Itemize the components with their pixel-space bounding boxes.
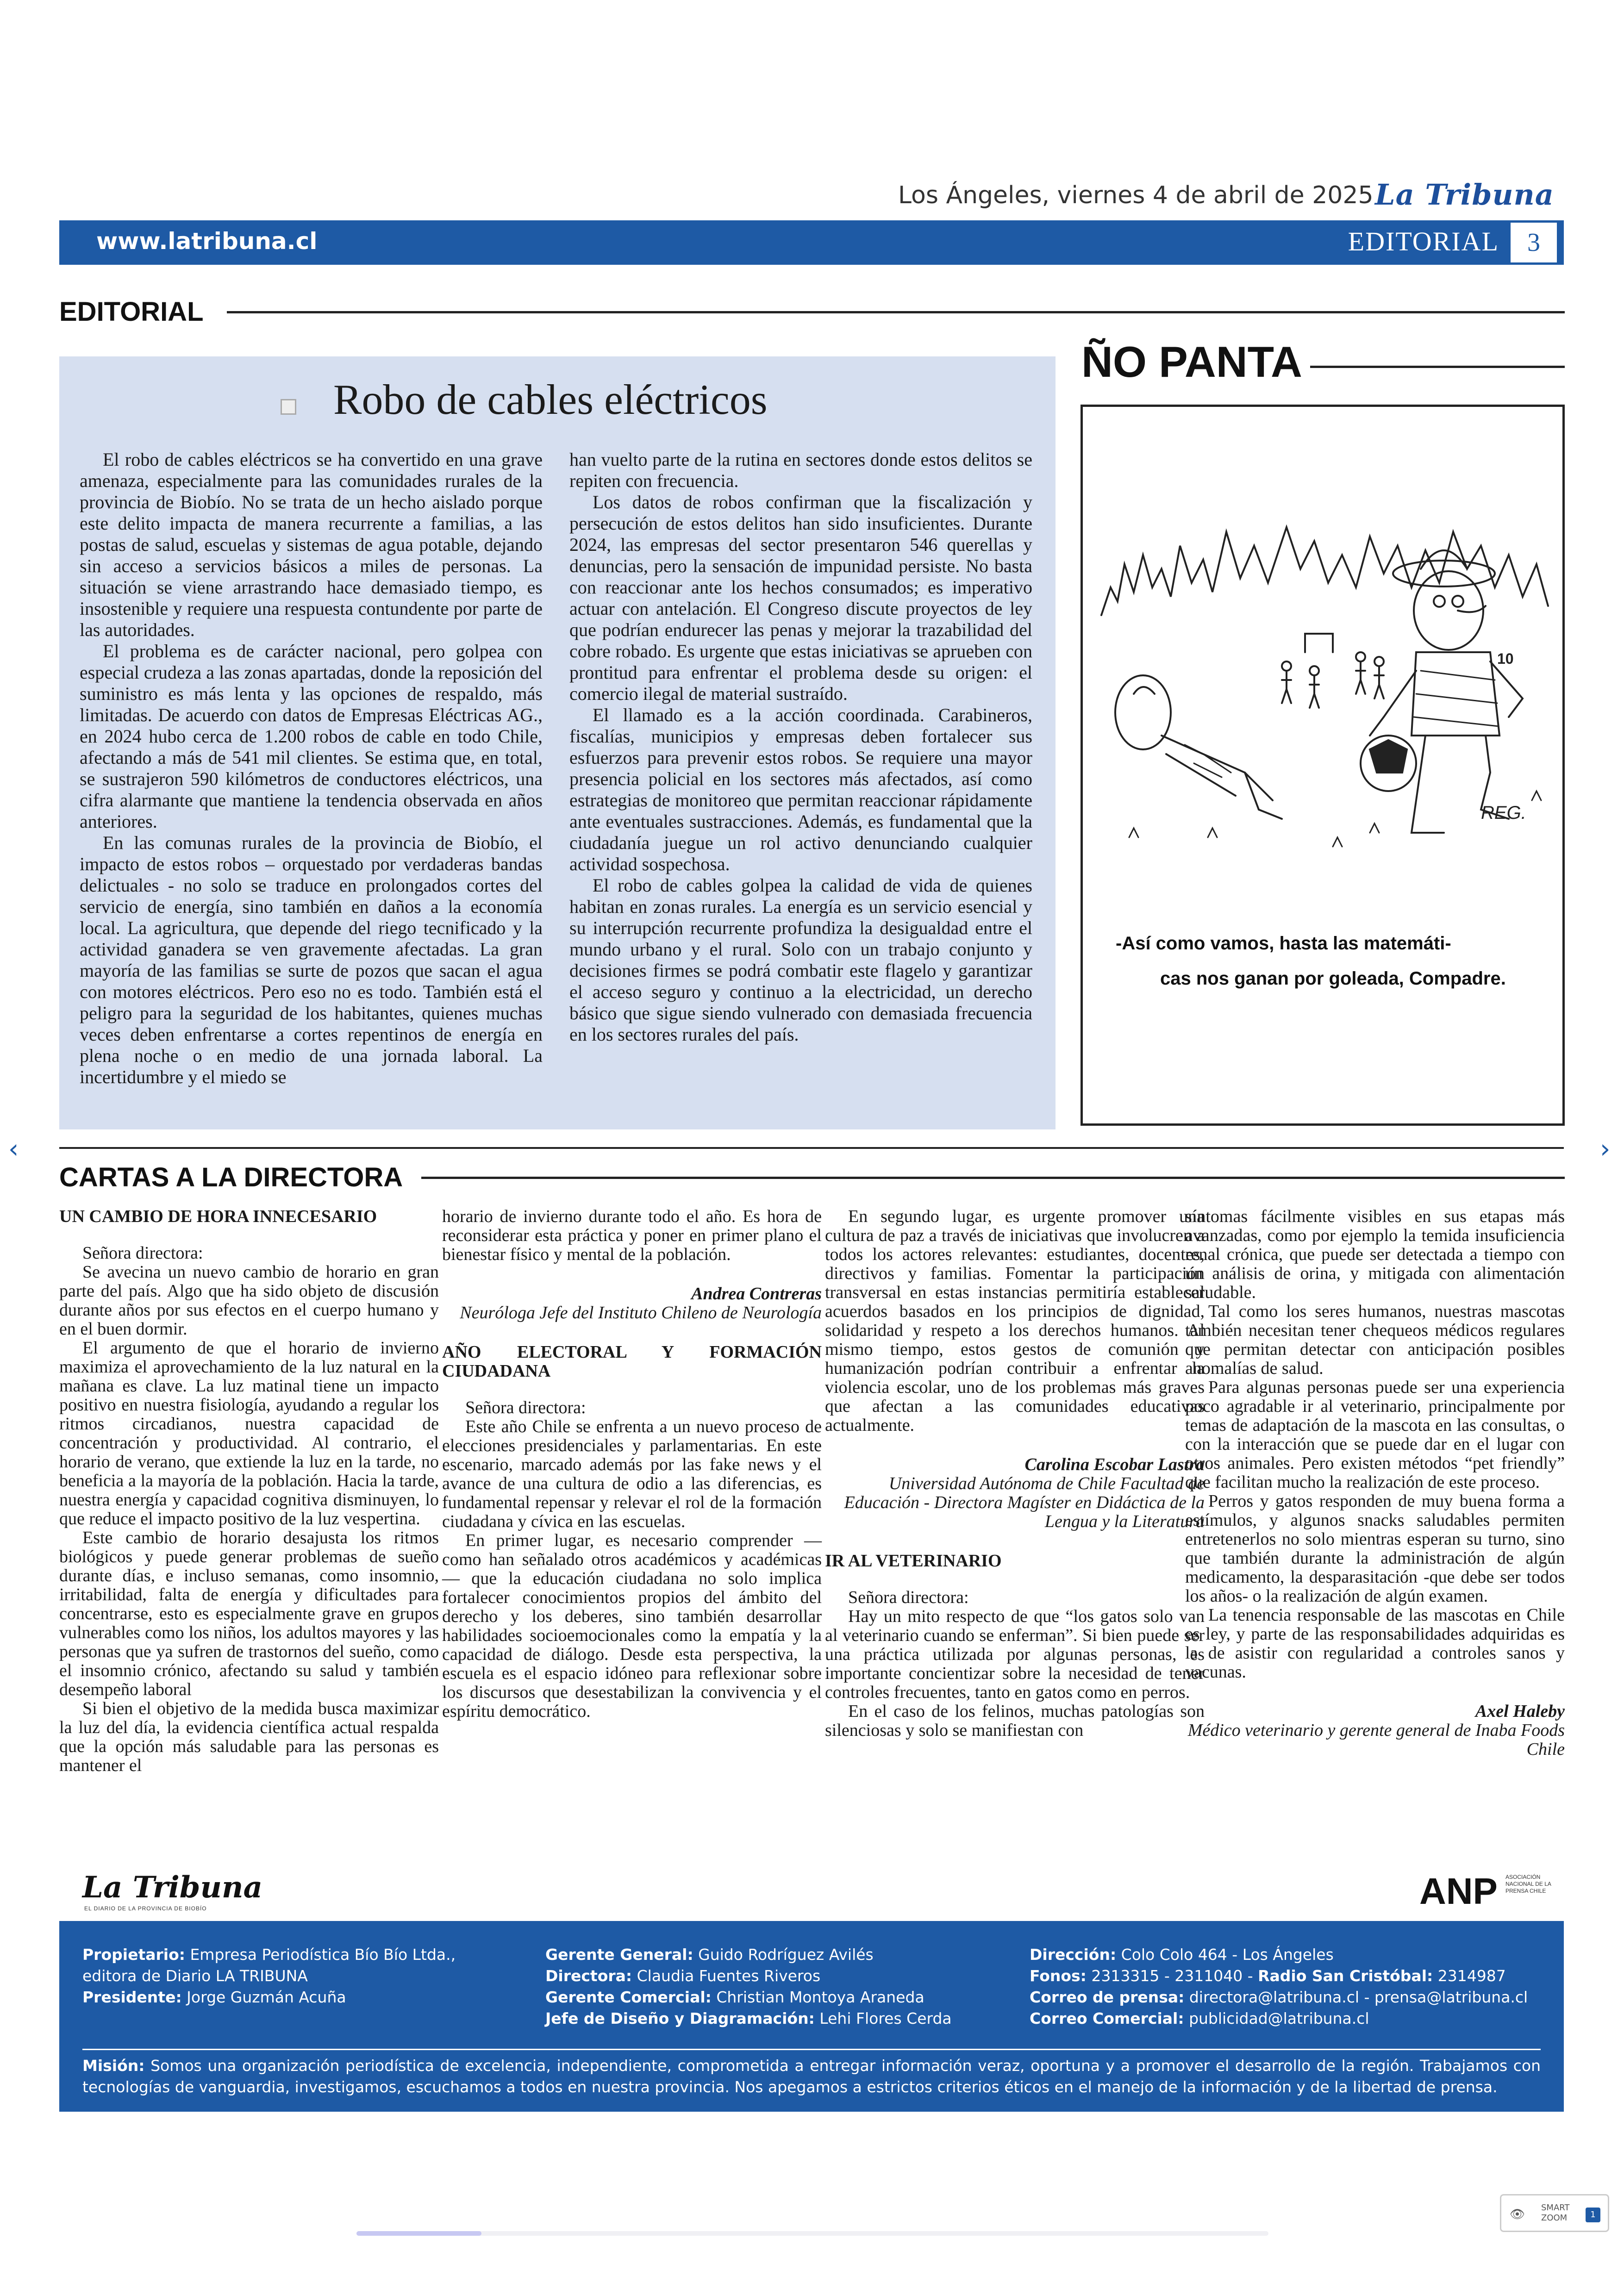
imprint-label: Correo Comercial: [1030,2009,1184,2027]
letter-heading: IR AL VETERINARIO [825,1551,1002,1571]
zoom-badge: 1 [1586,2208,1600,2222]
paragraph: Tal como los seres humanos, nuestras mascotas también necesitan tener chequeos médicos regulares que permitan detectar con anticipación posibles anomalías de salud. [1185,1302,1565,1378]
paragraph: Si bien el objetivo de la medida busca maximizar la luz del día, la evidencia científica actual respalda que la opción más saludable para las personas es mantener el [59,1699,439,1775]
section-name: EDITORIAL [1348,226,1499,256]
paragraph: En primer lugar, es necesario comprender — como han señalado otros académicos y académicas — que la educación ciudadana no solo implica fortalecer conocimientos propios del ámbito del derecho y los deberes, sino también desarrollar habilidades socioemocionales como la empatía y la capacidad de diálogo. Desde esta perspectiva, la escuela es el espacio idóneo para reflexionar sobre los discursos que desestabilizan la convivencia y el espíritu democrático. [442,1531,822,1721]
signer-title: Neuróloga Jefe del Instituto Chileno de Neurología [460,1303,822,1322]
horizontal-scrollbar-track[interactable] [356,2231,1268,2236]
salutation: Señora directora: [82,1243,203,1263]
mission-statement [82,2055,1541,2098]
anp-logo: ANP [1419,1871,1498,1912]
imprint-label: Correo de prensa: [1030,1988,1185,2006]
imprint-value: 2313315 - 2311040 - [1091,1967,1253,1985]
salutation: Señora directora: [465,1398,586,1417]
imprint-label: Dirección: [1030,1946,1117,1964]
brand-logo: La Tribuna [1375,178,1554,212]
cartoonist-signature: REG. [1481,803,1526,823]
signer-name-text: Andrea Contreras [691,1284,822,1303]
divider [407,1177,1565,1179]
cartas-column-1 [59,1207,439,1775]
paragraph: En el caso de los felinos, muchas patologías son silenciosas y solo se manifiestan con [825,1702,1205,1740]
divider [59,1147,1564,1149]
footer-logo-tagline: EL DIARIO DE LA PROVINCIA DE BIOBÍO [84,1905,207,1912]
jersey-number: 10 [1497,650,1514,667]
salutation: Señora directora: [848,1588,969,1607]
paragraph: En segundo lugar, es urgente promover una cultura de paz a través de iniciativas que involucren a todos los actores relevantes: estudiantes, docentes, directivos y familias. Fomentar la participación transversal en estas instancias permitiría establecer acuerdos basados en los principios de dignidad, solidaridad y respeto a los derechos humanos. Al mismo tiempo, estos gestos de comunión y humanización podrían contribuir a enfrentar la violencia escolar, uno de los problemas más graves que afectan a las comunidades educativas actualmente. [825,1207,1205,1435]
imprint-column-3 [1030,1944,1528,2029]
caption-line: -Así como vamos, hasta las matemáti- [1116,933,1451,954]
image-placeholder-icon [281,399,296,415]
imprint-value: Claudia Fuentes Riveros [637,1967,821,1985]
signer-name-text: Carolina Escobar Lastra [1024,1455,1205,1474]
paragraph: Se avecina un nuevo cambio de horario en gran parte del país. Algo que ha sido objeto de discusión durante años por sus efectos en el cuerpo humano y en el buen dormir. [59,1262,439,1339]
site-url[interactable]: www.latribuna.cl [96,228,318,255]
editorial-column-1 [80,449,543,1088]
anp-logo-tagline: ASOCIACIÓN NACIONAL DE LA PRENSA CHILE [1505,1874,1551,1894]
divider [227,311,1565,313]
imprint-value: Empresa Periodística Bío Bío Ltda., [190,1946,456,1964]
smart-zoom-button[interactable] [1500,2194,1609,2232]
cartas-header [59,1162,421,1193]
editorial-header [59,296,222,327]
imprint-value: Colo Colo 464 - Los Ángeles [1121,1946,1334,1964]
cartoon-illustration [1092,476,1555,884]
paragraph: Este año Chile se enfrenta a un nuevo proceso de elecciones presidenciales y parlamentarias. En este escenario, marcado además por las fake news y el avance de una cultura de odio a las diferencias, es fundamental repensar y relevar el rol de la formación ciudadana y cívica en las escuelas. [442,1417,822,1531]
paragraph: El robo de cables eléctricos se ha convertido en una grave amenaza, especialmente para las comunidades rurales de la provincia de Biobío. No se trata de un hecho aislado porque este delito impacta de manera recurrente a familias, a las postas de salud, escuelas y sistemas de agua potable, dejando sin acceso a servicios básicos a miles de personas. La situación se viene arrastrando hace demasiado tiempo, es insostenible y requiere una respuesta contundente por parte de las autoridades. [80,449,543,640]
signer-title: Universidad Autónoma de Chile Facultad de Educación - Directora Magíster en Didáctica de la Lengua y la Literatura [844,1474,1205,1531]
signer-name [442,1285,822,1303]
commercial-email-link[interactable]: publicidad@latribuna.cl [1189,2009,1369,2027]
top-bar [59,220,1564,265]
mission-text: Somos una organización periodística de excelencia, independiente, comprometida a entregar información veraz, oportuna y a promover el desarrollo de la región. Trabajamos con tecnologías de vanguardia, investigamos, escuchamos a todos en nuestra provincia. Nos apegamos a estrictos criterios éticos en el manejo de la información y de la libertad de prensa. [82,2057,1541,2096]
previous-page-arrow-icon[interactable]: ‹ [8,1134,19,1164]
letter-heading: AÑO ELECTORAL Y FORMACIÓN CIUDADANA [442,1342,822,1381]
paragraph: síntomas fácilmente visibles en sus etapas más avanzadas, como por ejemplo la temida insuficiencia renal crónica, que puede ser detectada a tiempo con un análisis de orina, y mitigada con alimentación saludable. [1185,1207,1565,1302]
imprint-label: Fonos: [1030,1967,1087,1985]
imprint-label: Jefe de Diseño y Diagramación: [545,2009,815,2027]
paragraph: El robo de cables golpea la calidad de vida de quienes habitan en zonas rurales. La energía es un servicio esencial y su interrupción recurrente profundiza la desigualdad entre el mundo urbano y el rural. Solo con un trabajo conjunto y decisiones firmes se podrá combatir este flagelo y garantizar el acceso seguro y continuo a la electricidad, un derecho básico que sigue siendo vulnerado con demasiada frecuencia en los sectores rurales del país. [569,875,1032,1045]
imprint-value: Guido Rodríguez Avilés [698,1946,874,1964]
smart-zoom-label [1541,2203,1569,2223]
paragraph: En las comunas rurales de la provincia de Biobío, el impacto de estos robos – orquestado por verdaderas bandas delictuales - no solo se traduce en prolongados cortes del servicio de energía, sino también en daños a la economía local. La agricultura, que depende del riego tecnificado y la actividad ganadera se ven gravemente afectadas. La gran mayoría de las familias se surte de pozos que sacan el agua con motores eléctricos. Pero eso no es todo. También está el peligro para la seguridad de los habitantes, quienes muchas veces deben enfrentarse a cortes repentinos de energía en plena noche o en medio de una jornada laboral. La incertidumbre y el miedo se [80,832,543,1087]
paragraph: Hay un mito respecto de que “los gatos solo van al veterinario cuando se enferman”. Si bien puede ser una práctica utilizada por algunas personas, es importante concientizar sobre la necesidad de tener controles frecuentes, tanto en gatos como en perros. [825,1607,1205,1702]
imprint-value: editora de Diario LA TRIBUNA [82,1967,308,1985]
cartas-column-3 [825,1207,1205,1740]
imprint-label: Radio San Cristóbal: [1258,1967,1433,1985]
signer-name [825,1455,1205,1474]
signer-name [1185,1702,1565,1721]
paragraph: El argumento de que el horario de invierno maximiza el aprovechamiento de la luz natural en la mañana es clave. La luz matinal tiene un impacto positivo en nuestra fisiología, ayudando a regular los ritmos circadianos, nuestra capacidad de concentración y productividad. Al contrario, el horario de verano, que extiende la luz en la tarde, no beneficia a la mayoría de la población. Hacia la tarde, nuestra energía y capacidad cognitiva disminuyen, lo que reduce el impacto positivo de la luz vespertina. [59,1338,439,1528]
cartas-label: CARTAS A LA DIRECTORA [59,1162,421,1192]
cartoon-title: ÑO PANTA [1081,337,1302,386]
cartas-column-4 [1185,1207,1565,1759]
paragraph: Este cambio de horario desajusta los ritmos biológicos y puede generar problemas de sueño durante días, e incluso semanas, como insomnio, irritabilidad, falta de energía y dificultades para concentrarse, esto es especialmente grave en grupos vulnerables como los niños, los adultos mayores y las personas que ya sufren de trastornos del sueño, como el insomnio crónico, afectando su salud y también desempeño laboral [59,1528,439,1699]
imprint-footer [59,1921,1564,2112]
imprint-value: Christian Montoya Araneda [716,1988,924,2006]
editorial-title: Robo de cables eléctricos [333,376,768,423]
signer-title: Médico veterinario y gerente general de Inaba Foods Chile [1187,1721,1565,1759]
next-page-arrow-icon[interactable]: › [1600,1134,1611,1164]
eye-icon: 👁 [1510,2208,1525,2221]
imprint-label: Directora: [545,1967,632,1985]
paragraph: Para algunas personas puede ser una experiencia poco agradable ir al veterinario, principalmente por temas de adaptación de la mascota en las consultas, o con la interacción que se puede dar en el lugar con otros animales. Pero existen métodos “pet friendly” que facilitan mucho la realización de este proceso. [1185,1378,1565,1492]
cartas-column-2 [442,1207,822,1721]
footer-divider [82,2049,1541,2050]
cartoon-caption [1116,926,1532,996]
caption-line: cas nos ganan por goleada, Compadre. [1160,968,1506,989]
imprint-label: Gerente General: [545,1946,693,1964]
press-email-link[interactable]: directora@latribuna.cl - prensa@latribuna.cl [1189,1988,1528,2006]
divider [1310,366,1565,368]
cartoon-frame [1081,405,1565,1126]
mission-label: Misión: [82,2057,145,2075]
horizontal-scrollbar-thumb[interactable] [356,2231,481,2236]
zoom-label-line: ZOOM [1541,2213,1568,2223]
editorial-column-2 [569,449,1032,1045]
imprint-column-1 [82,1944,456,2008]
letter-heading: UN CAMBIO DE HORA INNECESARIO [59,1207,377,1226]
page-number: 3 [1508,220,1559,265]
signer-name-text: Axel Haleby [1475,1702,1565,1721]
paragraph: Perros y gatos responden de muy buena forma a estímulos, y algunos snacks saludables permiten entretenerlos no solo mientras esperan su turno, sino que también durante la administración de algún medicamento, la desparasitación -que debe ser todos los años- o la realización de algún examen. [1185,1491,1565,1606]
imprint-value: 2314987 [1437,1967,1506,1985]
imprint-value: Lehi Flores Cerda [819,2009,952,2027]
paragraph: La tenencia responsable de las mascotas en Chile es ley, y parte de las responsabilidades adquiridas es la de asistir con regularidad a controles sanos y vacunas. [1185,1605,1565,1682]
imprint-label: Gerente Comercial: [545,1988,712,2006]
imprint-label: Propietario: [82,1946,185,1964]
paragraph: El problema es de carácter nacional, pero golpea con especial crudeza a las zonas apartadas, donde la reposición del suministro es más lenta y las opciones de respaldo, más limitadas. De acuerdo con datos de Empresas Eléctricas AG., en 2024 hubo cerca de 1.200 robos de cable en todo Chile, afectando a más de 541 mil clientes. Se estima que, en total, se sustrajeron 590 kilómetros de conductores eléctricos, una cifra alarmante que mantiene la tendencia observada en años anteriores. [80,641,543,832]
dateline: Los Ángeles, viernes 4 de abril de 2025 [898,181,1374,209]
imprint-label: Presidente: [82,1988,182,2006]
paragraph: El llamado es a la acción coordinada. Carabineros, fiscalías, municipios y empresas deben fortalecer sus esfuerzos para prevenir estos robos. Se requiere una mayor presencia policial en los sectores más afectados, así como estrategias de monitoreo que permitan reaccionar rápidamente ante eventuales sustracciones. Además, es fundamental que la ciudadanía juegue un rol activo denunciando cualquier actividad sospechosa. [569,705,1032,874]
editorial-label: EDITORIAL [59,297,222,327]
footer-logo: La Tribuna [82,1870,263,1905]
zoom-label-line: SMART [1541,2203,1570,2213]
paragraph: Los datos de robos confirman que la fiscalización y persecución de estos delitos han sido insuficientes. Durante 2024, las empresas del sector presentaron 546 querellas y denuncias, pero la sensación de impunidad persiste. No basta con reaccionar ante los hechos consumados; es imperativo actuar con antelación. El Congreso discute proyectos de ley que podrían endurecer las penas y mejorar la trazabilidad del cobre robado. Es urgente que estas iniciativas se aprueben con prontitud para enfrentar el problema desde su origen: el comercio ilegal de material sustraído. [569,492,1032,704]
imprint-column-2 [545,1944,952,2029]
imprint-value: Jorge Guzmán Acuña [187,1988,346,2006]
paragraph: han vuelto parte de la rutina en sectores donde estos delitos se repiten con frecuencia. [569,449,1032,491]
paragraph: horario de invierno durante todo el año. Es hora de reconsiderar esta práctica y poner en primer plano el bienestar físico y mental de la población. [442,1207,822,1264]
